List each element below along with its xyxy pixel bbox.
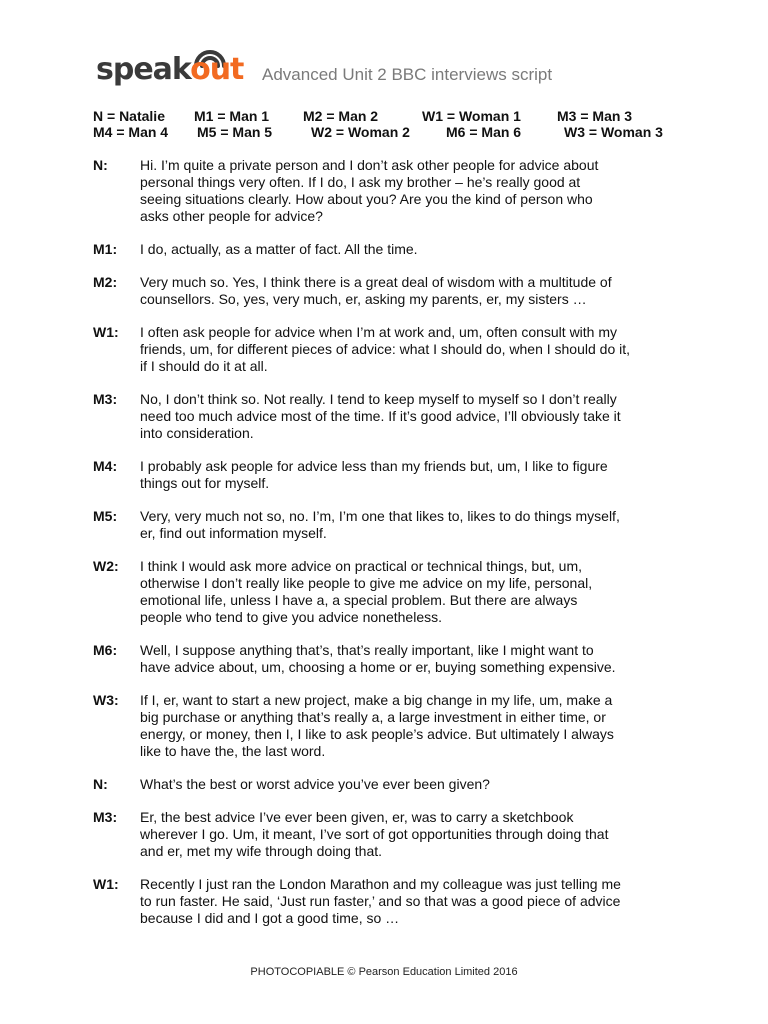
speech-line: No, I don’t think so. Not really. I tend to keep myself to myself so I don’t really bbox=[140, 391, 617, 407]
speaker-label: M4: bbox=[93, 458, 118, 474]
transcript-entry bbox=[93, 508, 693, 542]
speech-line: If I, er, want to start a new project, make a big change in my life, um, make a bbox=[140, 692, 613, 708]
logo-wordmark bbox=[96, 52, 243, 87]
speaker-label: N: bbox=[93, 157, 108, 173]
speech-line: into consideration. bbox=[140, 425, 254, 441]
speech-line: I often ask people for advice when I’m at work and, um, often consult with my bbox=[140, 324, 618, 340]
speech-line: Hi. I’m quite a private person and I don’t ask other people for advice about bbox=[140, 157, 599, 173]
footer-copyright: PHOTOCOPIABLE © Pearson Education Limited 2016 bbox=[250, 966, 518, 978]
speech-line: and er, met my wife through doing that. bbox=[140, 843, 383, 859]
speech-line: What’s the best or worst advice you’ve ever been given? bbox=[140, 776, 490, 792]
speech-line: personal things very often. If I do, I ask my brother – he’s really good at bbox=[140, 174, 581, 190]
speaker-label: M1: bbox=[93, 241, 118, 257]
document-title: Advanced Unit 2 BBC interviews script bbox=[262, 65, 553, 84]
speech-line: because I did and I got a good time, so … bbox=[140, 910, 400, 926]
speech-line: things out for myself. bbox=[140, 475, 270, 491]
legend-item: M1 = Man 1 bbox=[194, 108, 270, 124]
transcript-entry bbox=[93, 809, 693, 860]
speech-line: Recently I just ran the London Marathon and my colleague was just telling me bbox=[140, 876, 621, 892]
speaker-label: M5: bbox=[93, 508, 118, 524]
transcript-entry bbox=[93, 157, 693, 225]
transcript-entry bbox=[93, 692, 693, 760]
speech-line: counsellors. So, yes, very much, er, asking my parents, er, my sisters … bbox=[140, 291, 587, 307]
speaker-label: M2: bbox=[93, 274, 118, 290]
speaker-label: W3: bbox=[93, 692, 119, 708]
logo-accent: out bbox=[190, 52, 244, 87]
legend-item: M3 = Man 3 bbox=[557, 108, 633, 124]
legend-row bbox=[93, 124, 693, 140]
speech-line: if I should do it at all. bbox=[140, 358, 268, 374]
speakout-logo bbox=[96, 46, 256, 92]
legend-item: M4 = Man 4 bbox=[93, 124, 169, 140]
speech-line: I probably ask people for advice less than my friends but, um, I like to figure bbox=[140, 458, 608, 474]
speaker-legend bbox=[93, 108, 693, 140]
speech-line: like to have the, the last word. bbox=[140, 743, 326, 759]
speech-line: people who tend to give you advice nonetheless. bbox=[140, 609, 442, 625]
legend-item: N = Natalie bbox=[93, 108, 165, 124]
speech-line: I think I would ask more advice on practical or technical things, but, um, bbox=[140, 558, 582, 574]
speech-line: emotional life, unless I have a, a special problem. But there are always bbox=[140, 592, 578, 608]
transcript-entry bbox=[93, 458, 693, 492]
legend-item: W2 = Woman 2 bbox=[311, 124, 410, 140]
speech-line: asks other people for advice? bbox=[140, 208, 323, 224]
transcript bbox=[93, 157, 693, 943]
speaker-label: M3: bbox=[93, 809, 118, 825]
legend-item: M2 = Man 2 bbox=[303, 108, 379, 124]
legend-row bbox=[93, 108, 693, 124]
speech-line: Well, I suppose anything that’s, that’s really important, like I might want to bbox=[140, 642, 594, 658]
speaker-label: W1: bbox=[93, 324, 119, 340]
legend-item: M5 = Man 5 bbox=[197, 124, 273, 140]
speech-line: er, find out information myself. bbox=[140, 525, 327, 541]
transcript-entry bbox=[93, 324, 693, 375]
speaker-label: N: bbox=[93, 776, 108, 792]
speaker-label: M3: bbox=[93, 391, 118, 407]
speech-line: friends, um, for different pieces of advice: what I should do, when I should do it, bbox=[140, 341, 631, 357]
speech-line: energy, or money, then I, I like to ask people’s advice. But ultimately I always bbox=[140, 726, 614, 742]
speech-line: seeing situations clearly. How about you? Are you the kind of person who bbox=[140, 191, 593, 207]
transcript-entry bbox=[93, 642, 693, 676]
speech-line: need too much advice most of the time. If it’s good advice, I’ll obviously take it bbox=[140, 408, 621, 424]
speaker-label: W2: bbox=[93, 558, 119, 574]
logo-main: speak bbox=[96, 52, 191, 87]
speech-line: I do, actually, as a matter of fact. All the time. bbox=[140, 241, 418, 257]
transcript-entry bbox=[93, 876, 693, 927]
transcript-entry bbox=[93, 241, 693, 258]
speech-line: Very much so. Yes, I think there is a great deal of wisdom with a multitude of bbox=[140, 274, 612, 290]
speech-line: Very, very much not so, no. I’m, I’m one that likes to, likes to do things myself, bbox=[140, 508, 620, 524]
speech-line: wherever I go. Um, it meant, I’ve sort of got opportunities through doing that bbox=[140, 826, 609, 842]
transcript-entry bbox=[93, 558, 693, 626]
transcript-entry bbox=[93, 274, 693, 308]
speech-line: otherwise I don’t really like people to give me advice on my life, personal, bbox=[140, 575, 593, 591]
speech-line: to run faster. He said, ‘Just run faster,’ and so that was a good piece of advice bbox=[140, 893, 621, 909]
legend-item: M6 = Man 6 bbox=[446, 124, 522, 140]
legend-item: W3 = Woman 3 bbox=[564, 124, 663, 140]
speech-line: Er, the best advice I’ve ever been given, er, was to carry a sketchbook bbox=[140, 809, 574, 825]
speaker-label: M6: bbox=[93, 642, 118, 658]
legend-item: W1 = Woman 1 bbox=[422, 108, 521, 124]
transcript-entry bbox=[93, 391, 693, 442]
speaker-label: W1: bbox=[93, 876, 119, 892]
speech-line: have advice about, um, choosing a home or er, buying something expensive. bbox=[140, 659, 616, 675]
speech-line: big purchase or anything that’s really a, a large investment in either time, or bbox=[140, 709, 606, 725]
transcript-entry bbox=[93, 776, 693, 793]
